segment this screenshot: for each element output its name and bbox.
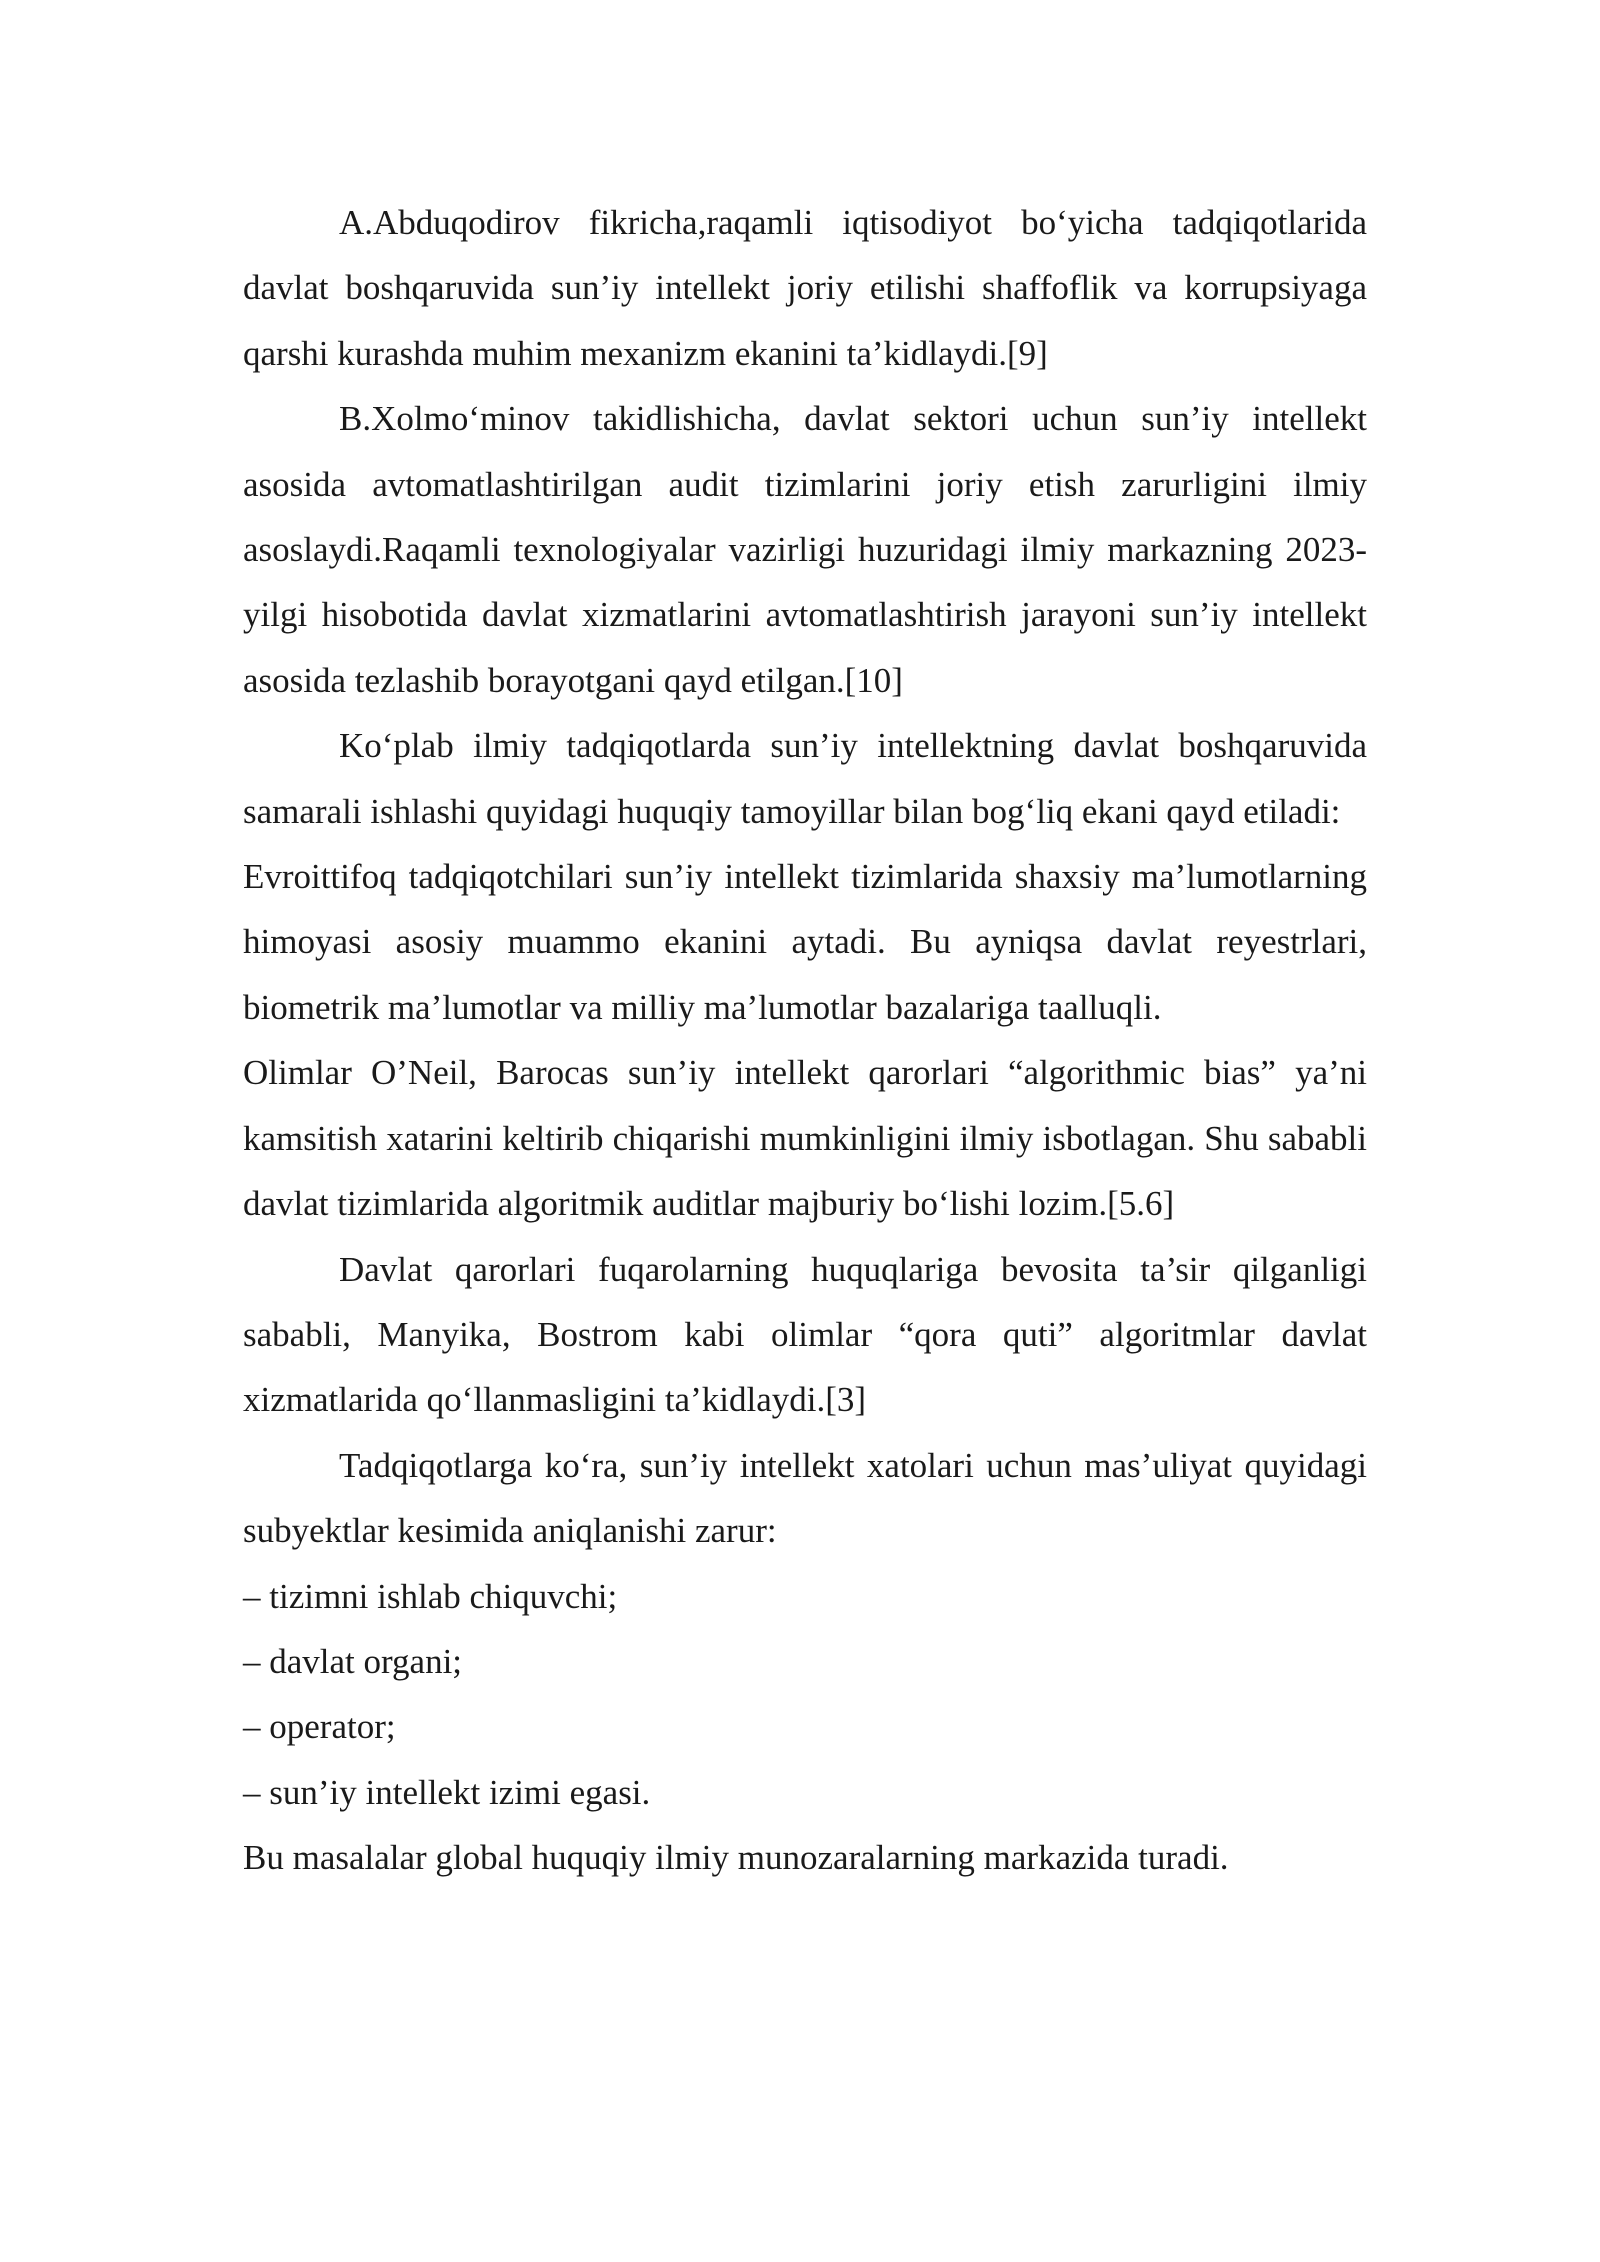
paragraph-abduqodirov: A.Abduqodirov fikricha,raqamli iqtisodiyot bo‘yicha tadqiqotlarida davlat boshqaruvida sun’iy intellekt joriy etilishi shaffoflik va korrupsiyaga qarshi kurashda muhim mexanizm ekanini ta’kidlaydi.[9] <box>243 203 1367 373</box>
document-page <box>243 190 1367 1891</box>
paragraph-black-box: Davlat qarorlari fuqarolarning huquqlariga bevosita ta’sir qilganligi sababli, Manyika, Bostrom kabi olimlar “qora quti” algoritmlar davlat xizmatlarida qo‘llanmasligini ta’kidlaydi.[3] <box>243 1249 1367 1420</box>
responsibility-list <box>243 1564 1367 1826</box>
list-item: – sun’iy intellekt izimi egasi. <box>243 1772 651 1812</box>
paragraph-algorithmic-bias: Olimlar O’Neil, Barocas sun’iy intellekt qarorlari “algorithmic bias” ya’ni kamsitish xatarini keltirib chiqarishi mumkinligini ilmiy isbotlagan. Shu sababli davlat tizimlarida algoritmik auditlar majburiy bo‘lishi lozim.[5.6] <box>243 1053 1367 1224</box>
paragraph-conclusion: Bu masalalar global huquqiy ilmiy munozaralarning markazida turadi. <box>243 1838 1229 1878</box>
paragraph-responsibility: Tadqiqotlarga ko‘ra, sun’iy intellekt xatolari uchun mas’uliyat quyidagi subyektlar kesimida aniqlanishi zarur: <box>243 1445 1367 1551</box>
list-item: – davlat organi; <box>243 1641 463 1681</box>
paragraph-legal-principles: Ko‘plab ilmiy tadqiqotlarda sun’iy intellektning davlat boshqaruvida samarali ishlashi quyidagi huquqiy tamoyillar bilan bog‘liq ekani qayd etiladi: <box>243 726 1367 831</box>
paragraph-xolmominov: B.Xolmo‘minov takidlishicha, davlat sektori uchun sun’iy intellekt asosida avtomatlashtirilgan audit tizimlarini joriy etish zarurligini ilmiy asoslaydi.Raqamli texnologiyalar vazirligi huzuridagi ilmiy markazning 2023-yilgi hisobotida davlat xizmatlarini avtomatlashtirish jarayoni sun’iy intellekt asosida tezlashib borayotgani qayd etilgan.[10] <box>243 399 1367 700</box>
list-item: – operator; <box>243 1707 396 1747</box>
list-item: – tizimni ishlab chiquvchi; <box>243 1576 618 1616</box>
paragraph-eu-researchers: Evroittifoq tadqiqotchilari sun’iy intellekt tizimlarida shaxsiy ma’lumotlarning himoyasi asosiy muammo ekanini aytadi. Bu ayniqsa davlat reyestrlari, biometrik ma’lumotlar va milliy ma’lumotlar bazalariga taalluqli. <box>243 857 1367 1027</box>
